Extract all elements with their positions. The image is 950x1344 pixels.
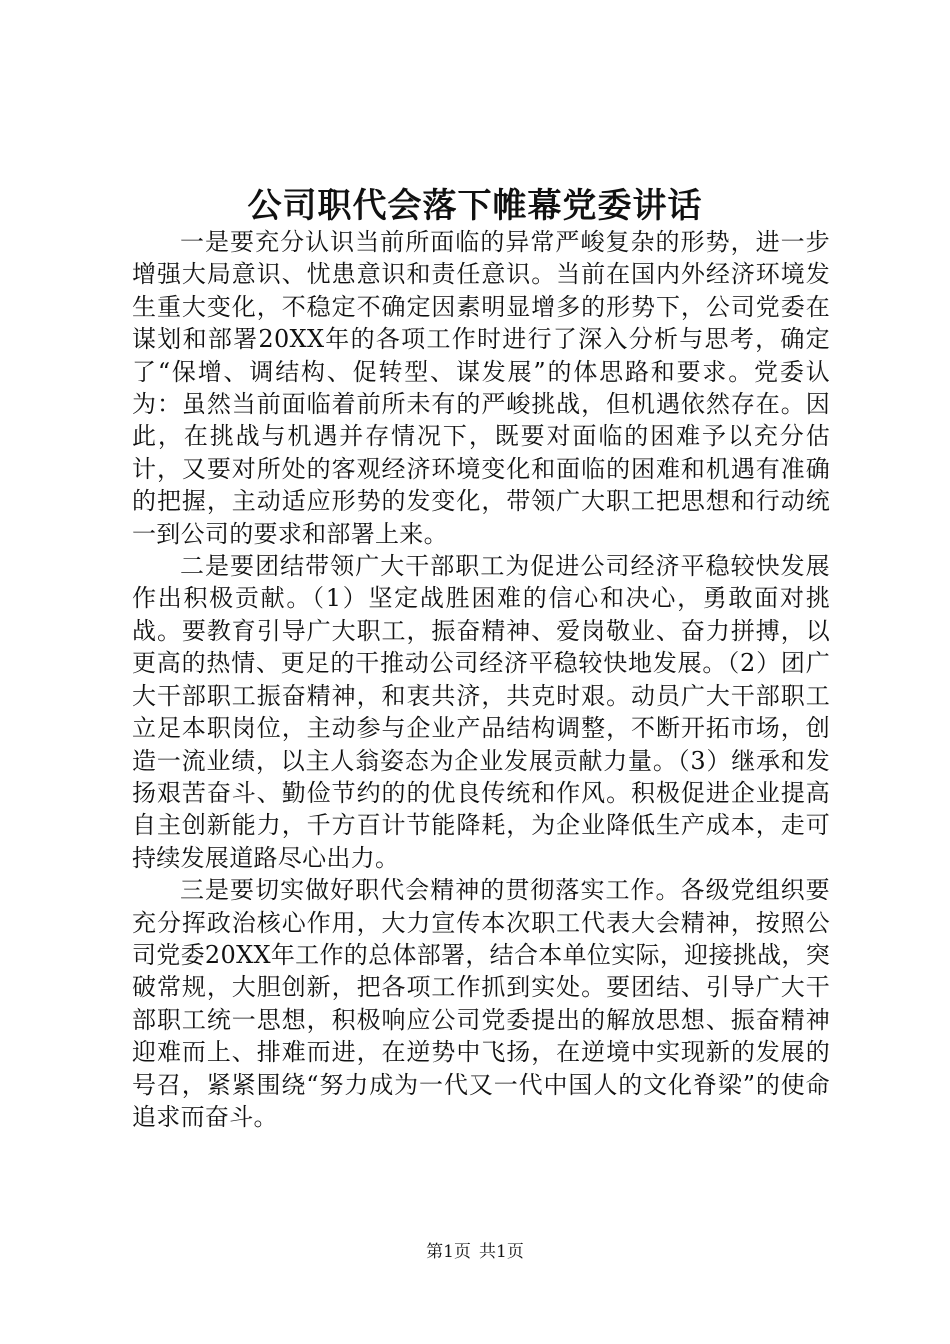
paragraph-1: 一是要充分认识当前所面临的异常严峻复杂的形势，进一步增强大局意识、忧患意识和责任意识。当前在国内外经济环境发生重大变化，不稳定不确定因素明显增多的形势下，公司党委在谋划和部署20XX年的各项工作时进行了深入分析与思考，确定了“保增、调结构、促转型、谋发展”的体思路和要求。党委认为：虽然当前面临着前所未有的严峻挑战，但机遇依然存在。因此，在挑战与机遇并存情况下，既要对面临的困难予以充分估计，又要对所处的客观经济环境变化和面临的困难和机遇有准确的把握，主动适应形势的发变化，带领广大职工把思想和行动统一到公司的要求和部署上来。 [132, 228, 830, 548]
document-title: 公司职代会落下帷幕党委讲话 [247, 186, 703, 226]
paragraph-3: 三是要切实做好职代会精神的贯彻落实工作。各级党组织要充分挥政治核心作用，大力宣传本次职工代表大会精神，按照公司党委20XX年工作的总体部署，结合本单位实际，迎接挑战，突破常规，大胆创新，把各项工作抓到实处。要团结、引导广大干部职工统一思想，积极响应公司党委提出的解放思想、振奋精神迎难而上、排难而进，在逆势中飞扬，在逆境中实现新的发展的号召，紧紧围绕“努力成为一代又一代中国人的文化脊梁”的使命追求而奋斗。 [132, 876, 830, 1131]
paragraph-2: 二是要团结带领广大干部职工为促进公司经济平稳较快发展作出积极贡献。（1）坚定战胜困难的信心和决心，勇敢面对挑战。要教育引导广大职工，振奋精神、爱岗敬业、奋力拼搏，以更高的热情、更足的干推动公司经济平稳较快地发展。（2）团广大干部职工振奋精神，和衷共济，共克时艰。动员广大干部职工立足本职岗位，主动参与企业产品结构调整，不断开拓市场，创造一流业绩，以主人翁姿态为企业发展贡献力量。（3）继承和发扬艰苦奋斗、勤俭节约的的优良传统和作风。积极促进企业提高自主创新能力，千方百计节能降耗，为企业降低生产成本，走可持续发展道路尽心出力。 [132, 552, 830, 872]
page-total: 共1页 [479, 1242, 524, 1262]
page-footer [0, 1240, 950, 1264]
page-number: 第1页 [426, 1242, 471, 1262]
document-body [132, 226, 830, 1133]
